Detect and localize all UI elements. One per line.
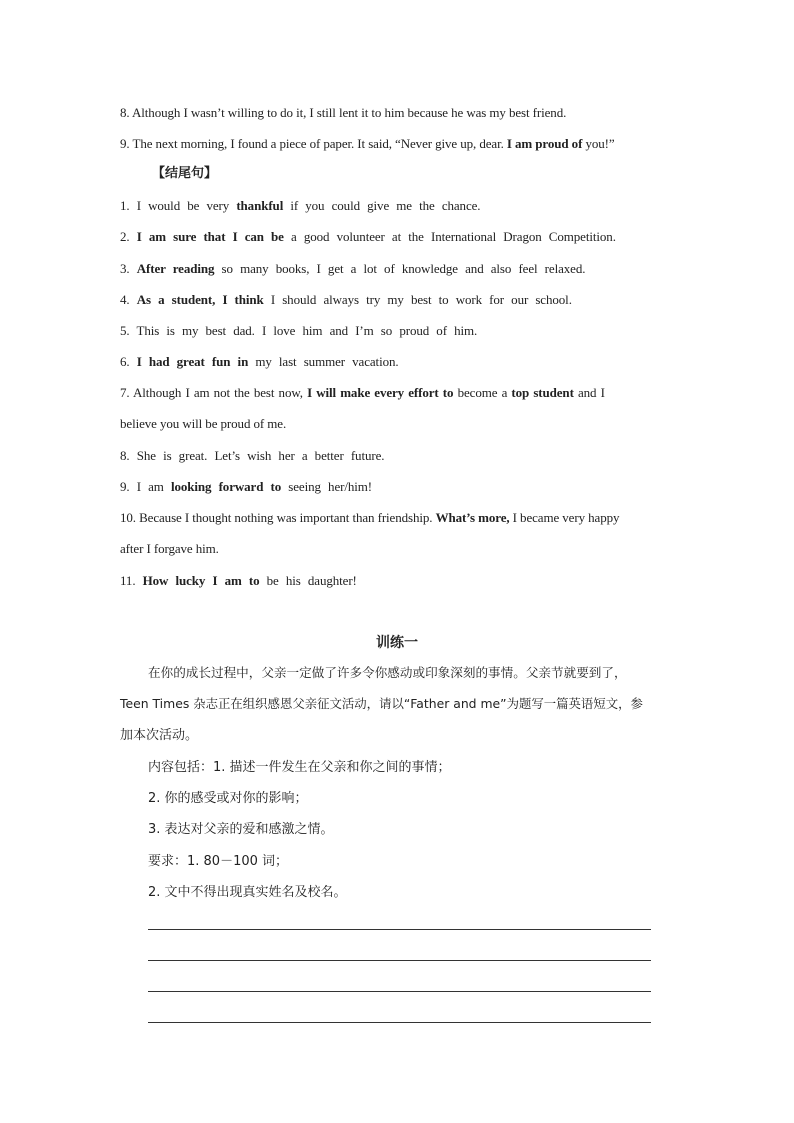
ending-sentence-5	[120, 323, 680, 339]
sentence-bold-phrase: After reading	[136, 261, 215, 276]
sentence-text-end: so many books, I get a lot of knowledge and also feel relaxed.	[214, 261, 586, 276]
sentence-text-end: be his daughter!	[259, 573, 357, 588]
sentence-bold-phrase: As a student, I think	[136, 292, 264, 307]
sentence-text: Although I wasn’t willing to do it, I still lent it to him because he was my best friend.	[129, 105, 567, 120]
sentence-text-end: if you could give me the chance.	[283, 198, 481, 213]
sentence-text: I would be very	[129, 198, 237, 213]
sentence-bold-phrase: thankful	[236, 198, 284, 213]
ending-sentence-4	[120, 292, 680, 308]
sentence-8-top	[120, 105, 680, 121]
ending-sentence-9	[120, 479, 680, 495]
ending-sentence-10	[120, 510, 680, 526]
sentence-bold-phrase: I had great fun in	[136, 354, 249, 369]
sentence-text: after I forgave him.	[120, 541, 219, 556]
sentence-number: 3.	[120, 261, 130, 276]
sentence-number: 2.	[120, 229, 130, 244]
sentence-bold-phrase: I am sure that I can be	[136, 229, 284, 244]
sentence-text-end: and I	[573, 385, 605, 400]
sentence-bold-phrase: I am proud of	[506, 136, 583, 151]
sentence-text	[130, 354, 137, 369]
sentence-number: 6.	[120, 354, 130, 369]
ending-sentence-8	[120, 448, 680, 464]
exercise-title: 训练一	[376, 635, 418, 651]
sentence-number: 5.	[120, 323, 130, 338]
sentence-text: Because I thought nothing was important than friendship.	[135, 510, 436, 525]
sentence-text-end: a good volunteer at the International Dragon Competition.	[283, 229, 616, 244]
ending-sentence-11	[120, 573, 680, 589]
sentence-number: 7.	[120, 385, 130, 400]
ending-sentence-1	[120, 198, 680, 214]
ending-heading: 【结尾句】	[152, 166, 218, 181]
ending-sentence-7-cont	[120, 416, 680, 432]
sentence-text: believe you will be proud of me.	[120, 416, 287, 431]
sentence-bold-phrase: What’s more,	[435, 510, 510, 525]
sentence-text: Although I am not the best now,	[129, 385, 308, 400]
answer-line[interactable]	[148, 960, 651, 961]
sentence-text-end: you!”	[582, 136, 615, 151]
sentence-bold-phrase-2: top student	[511, 385, 574, 400]
sentence-text: I am	[129, 479, 171, 494]
sentence-text	[130, 292, 137, 307]
ending-sentence-2	[120, 229, 680, 245]
sentence-text-end: I became very happy	[509, 510, 620, 525]
sentence-number: 4.	[120, 292, 130, 307]
content-requirements: 内容包括：1. 描述一件发生在父亲和你之间的事情；	[148, 760, 451, 775]
content-item-3: 3. 表达对父亲的爱和感激之情。	[148, 822, 334, 837]
answer-line[interactable]	[148, 991, 651, 992]
sentence-text-end: I should always try my best to work for our school.	[263, 292, 572, 307]
sentence-number: 10.	[120, 510, 136, 525]
sentence-number: 1.	[120, 198, 130, 213]
sentence-text	[135, 573, 142, 588]
exercise-intro-line-3: 加本次活动。	[120, 728, 199, 743]
ending-sentence-6	[120, 354, 680, 370]
answer-line[interactable]	[148, 929, 651, 930]
content-item-2: 2. 你的感受或对你的影响；	[148, 791, 308, 806]
sentence-text	[130, 229, 137, 244]
sentence-text-end: seeing her/him!	[281, 479, 373, 494]
ending-sentence-3	[120, 261, 680, 277]
ending-sentence-10-cont	[120, 541, 680, 557]
exercise-intro-line-1: 在你的成长过程中，父亲一定做了许多令你感动或印象深刻的事情。父亲节就要到了，	[148, 665, 627, 680]
sentence-bold-phrase: How lucky I am to	[142, 573, 260, 588]
sentence-bold-phrase: looking forward to	[170, 479, 282, 494]
sentence-number: 9.	[120, 479, 130, 494]
writing-requirements: 要求：1. 80－100 词；	[148, 854, 289, 869]
sentence-number: 8.	[120, 105, 130, 120]
sentence-bold-phrase: I will make every effort to	[307, 385, 454, 400]
sentence-number: 8.	[120, 448, 130, 463]
sentence-text	[130, 261, 137, 276]
exercise-intro-line-2: Teen Times 杂志正在组织感恩父亲征文活动，请以“Father and me”为题写一篇英语短文，参	[120, 696, 643, 711]
writing-requirement-2: 2. 文中不得出现真实姓名及校名。	[148, 885, 347, 900]
ending-sentence-7	[120, 385, 680, 401]
sentence-number: 9.	[120, 136, 130, 151]
answer-line[interactable]	[148, 1022, 651, 1023]
sentence-9-top	[120, 136, 680, 152]
sentence-number: 11.	[120, 573, 136, 588]
sentence-text: This is my best dad. I love him and I’m so proud of him.	[129, 323, 478, 338]
sentence-text: She is great. Let’s wish her a better future.	[129, 448, 385, 463]
sentence-text: The next morning, I found a piece of paper. It said, “Never give up, dear.	[129, 136, 507, 151]
sentence-text-end: my last summer vacation.	[248, 354, 399, 369]
sentence-text-mid: become a	[453, 385, 512, 400]
